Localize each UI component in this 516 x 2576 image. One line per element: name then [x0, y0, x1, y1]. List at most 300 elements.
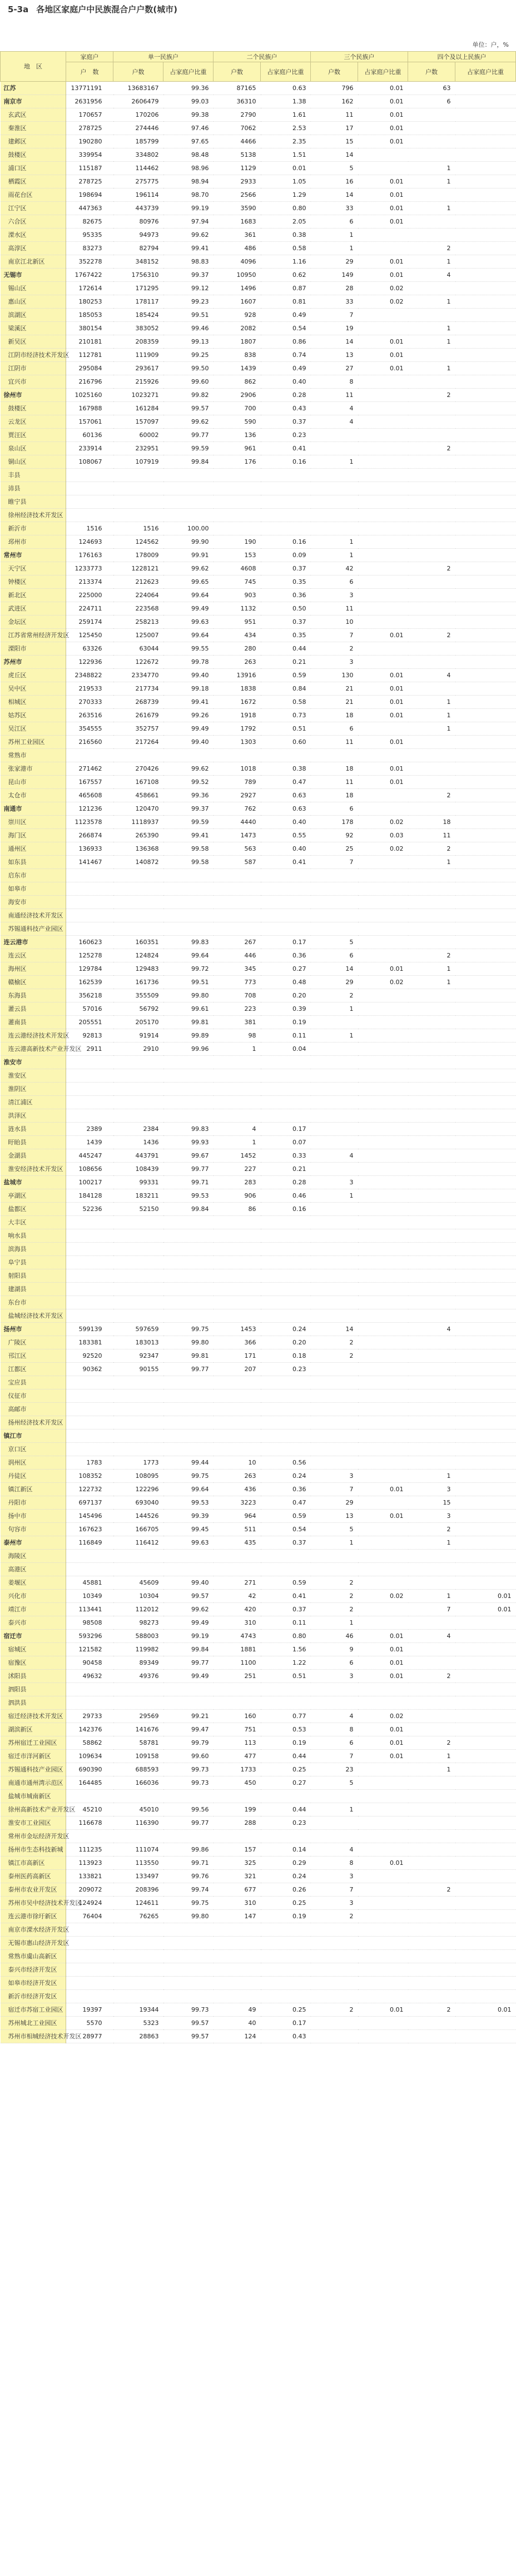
- cell-single-count: 166705: [113, 1523, 163, 1536]
- cell-two-pct: [261, 1376, 311, 1389]
- cell-four-pct: [455, 1897, 516, 1910]
- cell-four-count: [408, 1416, 455, 1430]
- cell-four-count: [408, 1937, 455, 1950]
- cell-three-pct: [358, 1990, 408, 2003]
- cell-three-pct: [358, 1870, 408, 1883]
- table-row: [1, 1376, 516, 1389]
- cell-four-pct: [455, 108, 516, 122]
- cell-four-pct: [455, 1043, 516, 1056]
- cell-single-pct: 99.63: [163, 616, 214, 629]
- cell-two-count: 251: [214, 1670, 261, 1683]
- cell-region: 射阳县: [1, 1269, 66, 1283]
- table-row: [1, 215, 516, 229]
- cell-four-pct: [455, 1083, 516, 1096]
- table-row: [1, 162, 516, 175]
- cell-family-count: 45210: [66, 1803, 113, 1816]
- cell-two-count: [214, 1096, 261, 1109]
- cell-three-count: 6: [311, 949, 358, 962]
- cell-family-count: 266874: [66, 829, 113, 842]
- cell-single-pct: 99.71: [163, 1176, 214, 1189]
- cell-single-count: 82794: [113, 242, 163, 255]
- cell-single-count: 352757: [113, 722, 163, 736]
- cell-family-count: 278725: [66, 175, 113, 188]
- cell-region: 高港区: [1, 1563, 66, 1576]
- cell-single-count: [113, 1229, 163, 1243]
- cell-single-count: [113, 869, 163, 882]
- cell-four-count: 1: [408, 1750, 455, 1763]
- cell-two-pct: 0.44: [261, 1803, 311, 1816]
- cell-single-pct: [163, 1830, 214, 1843]
- cell-single-pct: 99.40: [163, 669, 214, 682]
- table-row: [1, 1229, 516, 1243]
- cell-three-count: [311, 1309, 358, 1323]
- cell-four-pct: [455, 1523, 516, 1536]
- cell-two-pct: 0.25: [261, 2003, 311, 2017]
- cell-three-count: 3: [311, 1470, 358, 1483]
- cell-four-pct: [455, 1256, 516, 1269]
- cell-region: 海州区: [1, 962, 66, 976]
- cell-family-count: 13771191: [66, 82, 113, 95]
- cell-two-count: 4096: [214, 255, 261, 269]
- cell-four-count: [408, 375, 455, 389]
- cell-four-pct: [455, 269, 516, 282]
- cell-region: 泰州市农业开发区: [1, 1883, 66, 1897]
- table-row: [1, 1643, 516, 1656]
- cell-three-pct: [358, 469, 408, 482]
- cell-four-count: 7: [408, 1603, 455, 1616]
- cell-three-count: 4: [311, 1843, 358, 1857]
- cell-region: 锡山区: [1, 282, 66, 295]
- cell-four-pct: [455, 1016, 516, 1029]
- cell-region: 秦淮区: [1, 122, 66, 135]
- cell-three-pct: 0.01: [358, 175, 408, 188]
- cell-three-pct: [358, 1269, 408, 1283]
- cell-family-count: 167623: [66, 1523, 113, 1536]
- cell-single-count: 80976: [113, 215, 163, 229]
- cell-two-count: 3223: [214, 1496, 261, 1510]
- cell-three-count: 46: [311, 1630, 358, 1643]
- cell-two-pct: 0.50: [261, 602, 311, 616]
- cell-four-pct: [455, 375, 516, 389]
- cell-two-count: 223: [214, 1002, 261, 1016]
- cell-three-count: 1: [311, 455, 358, 469]
- cell-four-pct: [455, 1670, 516, 1683]
- cell-two-pct: 0.62: [261, 269, 311, 282]
- cell-two-pct: 0.77: [261, 1710, 311, 1723]
- cell-family-count: 108656: [66, 1163, 113, 1176]
- cell-region: 如东县: [1, 856, 66, 869]
- cell-three-pct: [358, 896, 408, 909]
- cell-two-pct: 0.40: [261, 842, 311, 856]
- cell-single-pct: 99.79: [163, 1736, 214, 1750]
- cell-two-count: 171: [214, 1349, 261, 1363]
- cell-two-pct: 0.19: [261, 1736, 311, 1750]
- cell-two-count: [214, 1563, 261, 1576]
- cell-family-count: 29733: [66, 1710, 113, 1723]
- cell-four-pct: [455, 469, 516, 482]
- cell-four-pct: [455, 896, 516, 909]
- cell-region: 江阴市: [1, 362, 66, 375]
- cell-single-pct: [163, 1096, 214, 1109]
- cell-family-count: 172614: [66, 282, 113, 295]
- cell-single-pct: 99.53: [163, 1496, 214, 1510]
- cell-single-count: 1773: [113, 1456, 163, 1470]
- cell-family-count: 167988: [66, 402, 113, 415]
- cell-three-pct: [358, 1803, 408, 1816]
- table-row: [1, 1416, 516, 1430]
- cell-single-pct: 99.71: [163, 1857, 214, 1870]
- cell-family-count: [66, 1923, 113, 1937]
- table-row: [1, 108, 516, 122]
- cell-four-pct: [455, 882, 516, 896]
- cell-region: 常州市: [1, 549, 66, 562]
- cell-single-count: 116390: [113, 1816, 163, 1830]
- cell-two-count: 361: [214, 229, 261, 242]
- cell-two-pct: 0.56: [261, 1456, 311, 1470]
- cell-region: 苏州城北工业园区: [1, 2017, 66, 2030]
- cell-three-count: 6: [311, 722, 358, 736]
- cell-four-count: [408, 509, 455, 522]
- cell-two-pct: [261, 1109, 311, 1123]
- cell-two-pct: 0.37: [261, 616, 311, 629]
- cell-four-pct: [455, 229, 516, 242]
- cell-two-pct: 1.22: [261, 1656, 311, 1670]
- cell-two-count: 1303: [214, 736, 261, 749]
- cell-four-count: 1: [408, 322, 455, 335]
- cell-four-count: 6: [408, 95, 455, 108]
- cell-region: 镇江新区: [1, 1483, 66, 1496]
- cell-single-pct: 99.82: [163, 389, 214, 402]
- cell-two-pct: 0.37: [261, 562, 311, 575]
- cell-three-pct: 0.01: [358, 1736, 408, 1750]
- table-row: [1, 962, 516, 976]
- cell-single-pct: 99.51: [163, 309, 214, 322]
- table-row: [1, 1256, 516, 1269]
- cell-two-pct: 2.35: [261, 135, 311, 148]
- cell-two-pct: 1.38: [261, 95, 311, 108]
- cell-region: 扬州经济技术开发区: [1, 1416, 66, 1430]
- table-row: [1, 842, 516, 856]
- cell-region: 苏州市相城经济技术开发区: [1, 2030, 66, 2043]
- cell-three-pct: [358, 1163, 408, 1176]
- cell-four-pct: [455, 1163, 516, 1176]
- cell-three-pct: [358, 2030, 408, 2043]
- cell-region: 连云港经济技术开发区: [1, 1029, 66, 1043]
- cell-two-count: 271: [214, 1576, 261, 1590]
- cell-four-count: 2: [408, 442, 455, 455]
- cell-region: 苏锡通科技产业园区: [1, 922, 66, 936]
- cell-single-pct: [163, 909, 214, 922]
- cell-family-count: 52236: [66, 1203, 113, 1216]
- page-title: [8, 3, 177, 15]
- cell-two-count: 928: [214, 309, 261, 322]
- cell-four-pct: [455, 282, 516, 295]
- cell-family-count: 278725: [66, 122, 113, 135]
- cell-two-count: 903: [214, 589, 261, 602]
- cell-single-count: [113, 1243, 163, 1256]
- cell-region: 钟楼区: [1, 575, 66, 589]
- table-row: [1, 375, 516, 389]
- cell-two-pct: 0.11: [261, 1029, 311, 1043]
- cell-single-pct: 99.26: [163, 709, 214, 722]
- cell-two-count: 511: [214, 1523, 261, 1536]
- cell-two-pct: 0.16: [261, 535, 311, 549]
- cell-three-count: [311, 1990, 358, 2003]
- cell-family-count: [66, 1430, 113, 1443]
- cell-two-count: [214, 1683, 261, 1696]
- cell-single-pct: [163, 1416, 214, 1430]
- table-row: [1, 856, 516, 869]
- cell-family-count: 205551: [66, 1016, 113, 1029]
- cell-two-count: 2927: [214, 789, 261, 802]
- cell-family-count: 113441: [66, 1603, 113, 1616]
- cell-two-pct: 0.11: [261, 1616, 311, 1630]
- cell-two-count: 4608: [214, 562, 261, 575]
- cell-family-count: 125450: [66, 629, 113, 642]
- cell-four-pct: [455, 1149, 516, 1163]
- cell-single-count: 108095: [113, 1470, 163, 1483]
- cell-two-pct: 0.19: [261, 1910, 311, 1923]
- cell-single-count: 185424: [113, 309, 163, 322]
- cell-four-count: [408, 1443, 455, 1456]
- cell-single-count: 270426: [113, 762, 163, 776]
- cell-two-count: 1100: [214, 1656, 261, 1670]
- cell-two-count: [214, 509, 261, 522]
- cell-two-pct: 0.35: [261, 629, 311, 642]
- cell-family-count: 121582: [66, 1643, 113, 1656]
- cell-three-pct: [358, 1109, 408, 1123]
- cell-four-count: 2: [408, 2003, 455, 2017]
- cell-single-count: [113, 1696, 163, 1710]
- cell-region: 新沂市经济开发区: [1, 1990, 66, 2003]
- cell-four-count: [408, 455, 455, 469]
- cell-two-pct: 0.20: [261, 989, 311, 1002]
- cell-single-count: [113, 1923, 163, 1937]
- cell-two-count: 310: [214, 1616, 261, 1630]
- cell-three-count: 6: [311, 1736, 358, 1750]
- cell-three-pct: [358, 1790, 408, 1803]
- cell-three-pct: 0.01: [358, 335, 408, 349]
- cell-three-count: 42: [311, 562, 358, 575]
- cell-single-count: [113, 1109, 163, 1123]
- cell-single-count: 94973: [113, 229, 163, 242]
- cell-family-count: 58862: [66, 1736, 113, 1750]
- cell-single-pct: 99.21: [163, 1710, 214, 1723]
- cell-single-pct: 99.58: [163, 842, 214, 856]
- cell-family-count: [66, 922, 113, 936]
- table-row: [1, 1483, 516, 1496]
- cell-four-pct: [455, 509, 516, 522]
- cell-family-count: 121236: [66, 802, 113, 816]
- cell-region: 盐都区: [1, 1203, 66, 1216]
- cell-region: 镇江市高新区: [1, 1857, 66, 1870]
- cell-single-count: 76265: [113, 1910, 163, 1923]
- cell-region: 南通市: [1, 802, 66, 816]
- cell-single-count: 124562: [113, 535, 163, 549]
- cell-four-pct: [455, 1056, 516, 1069]
- cell-single-pct: 99.75: [163, 1323, 214, 1336]
- cell-two-count: 267: [214, 936, 261, 949]
- cell-region: 徐州经济技术开发区: [1, 509, 66, 522]
- cell-two-count: 1452: [214, 1149, 261, 1163]
- cell-region: 连云区: [1, 949, 66, 962]
- cell-three-pct: [358, 535, 408, 549]
- cell-three-pct: 0.02: [358, 295, 408, 309]
- cell-three-count: 2: [311, 1590, 358, 1603]
- cell-three-pct: 0.01: [358, 1483, 408, 1496]
- cell-two-pct: 0.63: [261, 82, 311, 95]
- cell-four-pct: [455, 362, 516, 375]
- cell-family-count: [66, 1243, 113, 1256]
- cell-two-pct: 0.27: [261, 1776, 311, 1790]
- cell-two-count: 13916: [214, 669, 261, 682]
- cell-single-pct: 99.84: [163, 1203, 214, 1216]
- cell-region: 海门区: [1, 829, 66, 842]
- cell-four-count: 2: [408, 629, 455, 642]
- cell-four-count: [408, 1349, 455, 1363]
- group-four-header: 四个及以上民族户: [408, 52, 516, 62]
- cell-four-count: [408, 188, 455, 202]
- cell-three-count: 2: [311, 1910, 358, 1923]
- cell-region: 泰兴市经济开发区: [1, 1963, 66, 1977]
- cell-family-count: 225000: [66, 589, 113, 602]
- cell-family-count: [66, 1296, 113, 1309]
- cell-three-count: [311, 882, 358, 896]
- cell-family-count: 124924: [66, 1897, 113, 1910]
- table-row: [1, 629, 516, 642]
- cell-four-pct: [455, 1136, 516, 1149]
- cell-two-pct: 0.23: [261, 429, 311, 442]
- cell-three-count: [311, 1977, 358, 1990]
- cell-two-count: 1129: [214, 162, 261, 175]
- cell-four-count: [408, 469, 455, 482]
- cell-region: 京口区: [1, 1443, 66, 1456]
- cell-two-count: 381: [214, 1016, 261, 1029]
- cell-four-count: [408, 108, 455, 122]
- cell-four-count: [408, 148, 455, 162]
- cell-family-count: 180253: [66, 295, 113, 309]
- cell-region: 响水县: [1, 1229, 66, 1243]
- cell-region: 南通市通州湾示范区: [1, 1776, 66, 1790]
- cell-single-pct: [163, 1403, 214, 1416]
- cell-four-pct: [455, 1843, 516, 1857]
- cell-region: 海陵区: [1, 1550, 66, 1563]
- cell-region: 淮阴区: [1, 1083, 66, 1096]
- cell-family-count: [66, 1443, 113, 1456]
- table-row: [1, 776, 516, 789]
- cell-region: 鼓楼区: [1, 402, 66, 415]
- table-row: [1, 1176, 516, 1189]
- table-row: [1, 1443, 516, 1456]
- cell-region: 滨湖区: [1, 309, 66, 322]
- cell-three-count: 16: [311, 175, 358, 188]
- cell-single-pct: 99.62: [163, 229, 214, 242]
- cell-single-pct: 99.77: [163, 1816, 214, 1830]
- cell-two-pct: 0.59: [261, 1576, 311, 1590]
- cell-three-pct: [358, 1897, 408, 1910]
- cell-three-count: 7: [311, 856, 358, 869]
- table-row: [1, 1736, 516, 1750]
- table-row: [1, 349, 516, 362]
- cell-three-count: 13: [311, 349, 358, 362]
- table-row: [1, 1603, 516, 1616]
- cell-three-pct: [358, 1763, 408, 1776]
- cell-single-pct: [163, 1683, 214, 1696]
- cell-two-count: 1792: [214, 722, 261, 736]
- cell-single-pct: 99.64: [163, 949, 214, 962]
- cell-two-pct: 0.21: [261, 656, 311, 669]
- cell-single-count: 383052: [113, 322, 163, 335]
- cell-single-count: 56792: [113, 1002, 163, 1016]
- table-row: [1, 309, 516, 322]
- cell-three-pct: [358, 949, 408, 962]
- cell-single-pct: [163, 1389, 214, 1403]
- cell-region: 泉山区: [1, 442, 66, 455]
- cell-region: 高淳区: [1, 242, 66, 255]
- cell-family-count: [66, 469, 113, 482]
- cell-four-count: [408, 1977, 455, 1990]
- cell-family-count: 1516: [66, 522, 113, 535]
- cell-four-pct: [455, 829, 516, 842]
- cell-single-count: 2606479: [113, 95, 163, 108]
- cell-three-pct: 0.01: [358, 962, 408, 976]
- cell-region: 通州区: [1, 842, 66, 856]
- cell-two-pct: 0.01: [261, 162, 311, 175]
- cell-three-count: 3: [311, 1897, 358, 1910]
- group-three-header: 三个民族户: [311, 52, 408, 62]
- cell-four-pct: [455, 242, 516, 255]
- cell-four-count: 1: [408, 295, 455, 309]
- cell-three-pct: [358, 1977, 408, 1990]
- cell-two-pct: [261, 1096, 311, 1109]
- cell-four-pct: [455, 869, 516, 882]
- cell-family-count: 2631956: [66, 95, 113, 108]
- cell-two-count: 1132: [214, 602, 261, 616]
- cell-three-count: 2: [311, 1349, 358, 1363]
- cell-two-count: 434: [214, 629, 261, 642]
- cell-two-pct: [261, 509, 311, 522]
- cell-two-pct: 0.84: [261, 682, 311, 696]
- table-row: [1, 642, 516, 656]
- col-single-count-header: 户数: [113, 62, 163, 82]
- cell-three-count: 1: [311, 535, 358, 549]
- cell-family-count: 122732: [66, 1483, 113, 1496]
- cell-region: 铜山区: [1, 455, 66, 469]
- cell-single-count: 60002: [113, 429, 163, 442]
- cell-four-pct: [455, 669, 516, 682]
- cell-two-pct: [261, 1056, 311, 1069]
- cell-single-pct: 99.50: [163, 362, 214, 375]
- cell-single-count: 274446: [113, 122, 163, 135]
- cell-region: 宿城区: [1, 1643, 66, 1656]
- cell-three-pct: [358, 936, 408, 949]
- cell-three-pct: [358, 1776, 408, 1790]
- cell-four-pct: [455, 82, 516, 95]
- cell-four-count: 1: [408, 962, 455, 976]
- cell-four-pct: 0.01: [455, 1603, 516, 1616]
- cell-four-pct: [455, 535, 516, 549]
- cell-single-pct: 99.77: [163, 1363, 214, 1376]
- cell-single-count: [113, 1830, 163, 1843]
- cell-single-pct: 99.56: [163, 1803, 214, 1816]
- cell-single-count: 688593: [113, 1763, 163, 1776]
- cell-family-count: [66, 1256, 113, 1269]
- cell-three-count: 2: [311, 1603, 358, 1616]
- cell-single-count: 348152: [113, 255, 163, 269]
- cell-three-pct: [358, 309, 408, 322]
- cell-family-count: 160623: [66, 936, 113, 949]
- cell-four-pct: [455, 309, 516, 322]
